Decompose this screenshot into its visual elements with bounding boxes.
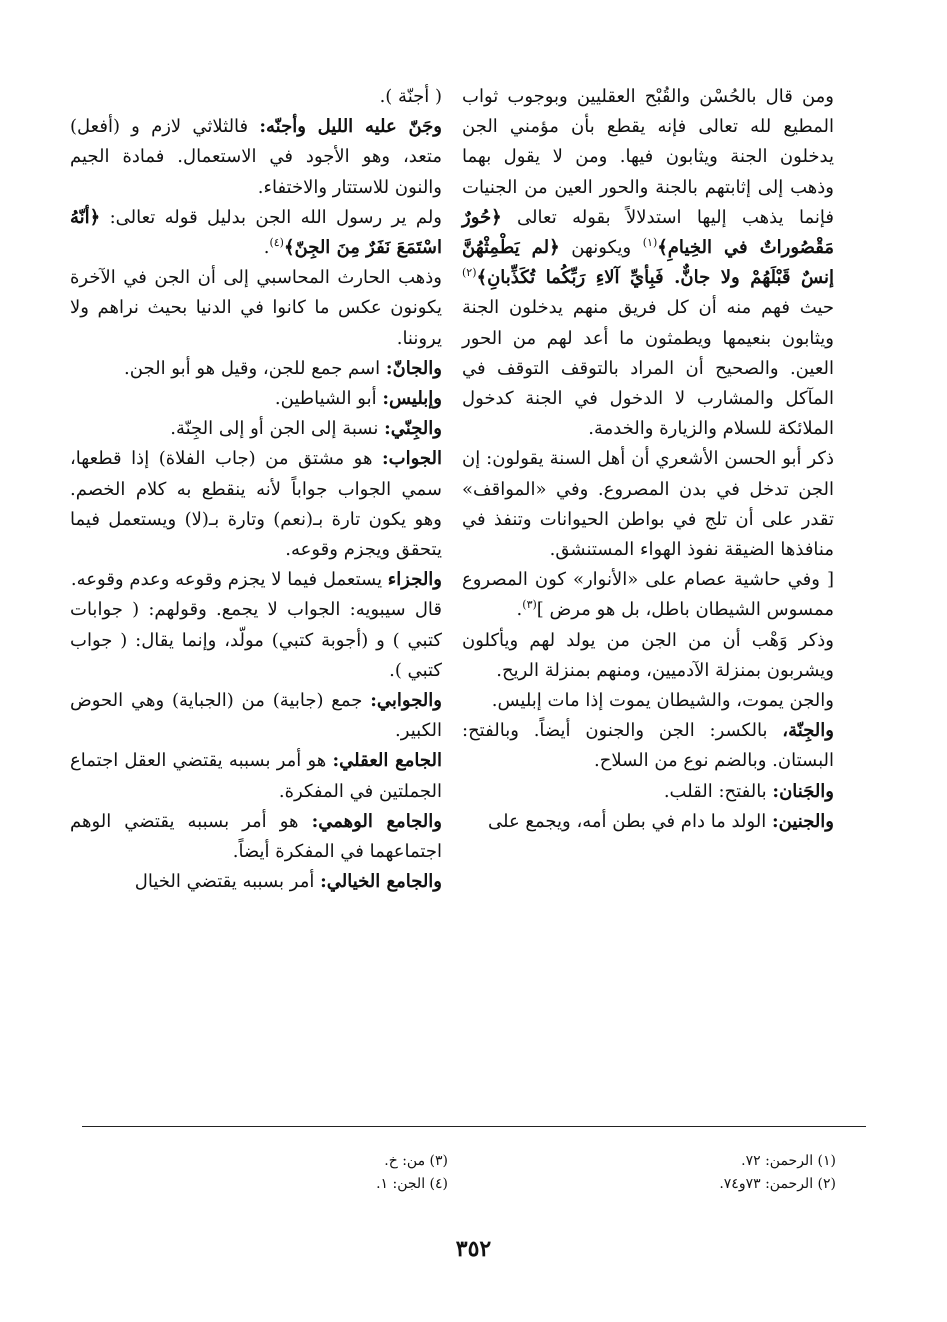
entry-definition: بالفتح: القلب. [663,780,773,802]
entry-term: والجامع الخيالي: [320,871,442,893]
paragraph-text: حيث فهم منه أن كل فريق منهم يدخلون الجنة ويثابون بنعيمها ويطمثون ما أعد لهم من الحور العين. والصحيح أن المراد بالتوقف التوقف في المآكل والمشارب لا الدخول في الجنة كدخول الملائكة للسلام والزيارة والخدمة. [462,297,834,440]
entry-jawab [70,444,442,565]
footnotes-right [560,1150,836,1196]
entry-definition: نسبة إلى الجن أو إلى الجِنّة. [170,418,385,440]
entry-jinnah [462,716,834,776]
entry-janin [462,807,834,837]
footnote-1: (١) الرحمن: ٧٢. [741,1153,836,1169]
entry-janan [462,777,834,807]
entry-term: وإبليس: [382,388,442,410]
entry-definition: هو مشتق من (جاب الفلاة) إذا قطعها، سمي الجواب جواباً لأنه ينقطع به كلام الخصم. وهو يكون تارة بـ(نعم) وتارة بـ(لا) ويستعمل فيما يتحقق ويجزم وقوعه. [70,448,442,561]
paragraph-text: والجن يموت، والشيطان يموت إذا مات إبليس. [491,690,834,712]
entry-definition: يستعمل فيما لا يجزم وقوعه وعدم وقوعه. [70,569,388,591]
quran-verse: ﴿أنّهُ اسْتَمَعَ نَفَرٌ مِنَ الجِنّ﴾ [70,206,442,259]
footnote-ref: (٤) [269,236,284,250]
paragraph-prophet-jinn [70,203,442,263]
entry-janna-alayh [70,112,442,203]
footnote-ref: (٢) [462,266,477,280]
left-text-column [70,82,442,897]
entry-term: والجامع الوهمي: [311,810,442,832]
entry-jami-wahmi [70,807,442,867]
entry-jaza [70,565,442,595]
entry-iblis [70,384,442,414]
entry-jami-khayali [70,867,442,897]
paragraph-ajinnah [70,82,442,112]
paragraph-text: ومن قال بالحُسْن والقُبْح العقليين وبوجوب ثواب المطيع لله تعالى فإنه يقطع بأن مؤمني الجن يدخلون الجنة ويثابون فيها. ومن لا يقول بهما وذهب إلى إثابتهم بالجنة والحور العين من الجنيات فإنما يذهب إليها استدلالاً بقوله تعالى [462,86,834,228]
entry-term: والجوابي: [370,690,442,712]
entry-definition: بالكسر: الجن والجنون أيضاً. وبالفتح: البستان. وبالضم نوع من السلاح. [462,720,834,772]
entry-jami-aqli [70,746,442,806]
entry-jinni [70,414,442,444]
footnote-3: (٣) من: خ. [384,1153,448,1169]
paragraph-sibawayh [70,595,442,686]
paragraph-text: قال سيبويه: الجواب لا يجمع. وقولهم: ( جوابات كتبي ) و (أجوبة كتبي) مولّد، وإنما يقال: ( جواب كتبي ). [70,599,442,681]
entry-definition: أبو الشياطين. [274,388,383,410]
entry-definition: أمر بسببه يقتضي الخيال [134,871,321,893]
footnote-ref: (١) [642,236,658,250]
paragraph-wahb [462,626,834,686]
entry-definition: فالثلاثي لازم و (أفعل) متعد، وهو الأجود في الاستعمال. فمادة الجيم والنون للاستتار والاختفاء. [70,116,442,198]
entry-term: الجامع العقلي: [332,750,442,772]
page-number: ٣٥٢ [455,1236,492,1262]
quran-verse: ﴿حُورٌ مَقْصُوراتٌ في الخِيامِ﴾ [462,206,834,259]
paragraph-paradise-reward [462,82,834,444]
footnote-2: (٢) الرحمن: ٧٣و٧٤. [719,1176,836,1192]
paragraph-text: ويكونهن [559,237,643,259]
entry-definition: الولد ما دام في بطن أمه، ويجمع على [488,810,772,832]
entry-term: والجَنان: [772,780,834,802]
footnote-ref: (٣) [522,598,537,612]
entry-term: والجزاء [387,569,442,591]
paragraph-text: . [516,599,523,621]
entry-term: الجواب: [382,448,442,470]
paragraph-text: وذكر وَهْب أن من الجن من يولد لهم ويأكلون ويشربون بمنزلة الآدميين، ومنهم بمنزلة الريح. [462,629,834,681]
entry-definition: اسم جمع للجن، وقيل هو أبو الجن. [124,357,386,379]
entry-term: والجنين: [771,810,834,832]
paragraph-ashari [462,444,834,565]
paragraph-jinn-death [462,686,834,716]
paragraph-text: ولم ير رسول الله الجن بدليل قوله تعالى: [100,206,442,228]
right-text-column [462,82,834,837]
entry-term: والجِنّة، [782,720,834,742]
entry-term: والجِنّي: [384,418,442,440]
paragraph-isam-gloss [462,565,834,625]
entry-term: والجانّ: [385,357,442,379]
footnotes-left [190,1150,448,1196]
paragraph-text: ( أجنّة ). [379,86,442,107]
entry-definition: هو أمر بسببه يقتضي الوهم اجتماعهما في المفكرة أيضاً. [70,810,442,863]
entry-jann [70,354,442,384]
paragraph-text: وذهب الحارث المحاسبي إلى أن الجن في الآخرة يكونون عكس ما كانوا في الدنيا بحيث نراهم ولا يروننا. [70,267,442,349]
entry-definition: جمع (جابية) من (الجباية) وهي الحوض الكبير. [70,690,442,742]
paragraph-text: ذكر أبو الحسن الأشعري أن أهل السنة يقولون: إن الجن تدخل في بدن المصروع. وفي «المواقف» تقدر على أن تلج في بواطن الحيوانات وتنفذ في منافذها الضيقة نفوذ الهواء المستنشق. [462,448,834,561]
entry-definition: هو أمر بسببه يقتضي العقل اجتماع الجملتين في المفكرة. [70,750,442,802]
footnote-divider [82,1126,866,1127]
paragraph-muhasibi [70,263,442,354]
footnote-4: (٤) الجن: ١. [376,1176,448,1192]
entry-jawabi [70,686,442,746]
paragraph-text: [ وفي حاشية عصام على «الأنوار» كون المصروع ممسوس الشيطان باطل، بل هو مرض ] [462,569,834,621]
paragraph-text: . [263,237,270,259]
entry-term: وجَنّ عليه الليل وأجنّه: [259,116,442,138]
quran-verse: ﴿لم يَطْمِثْهُنَّ إنسٌ قَبْلَهُمْ ولا جانٌّ. فَبِأيِّ آلاءِ رَبِّكُما تُكَذِّبانِ﴾ [462,237,834,289]
